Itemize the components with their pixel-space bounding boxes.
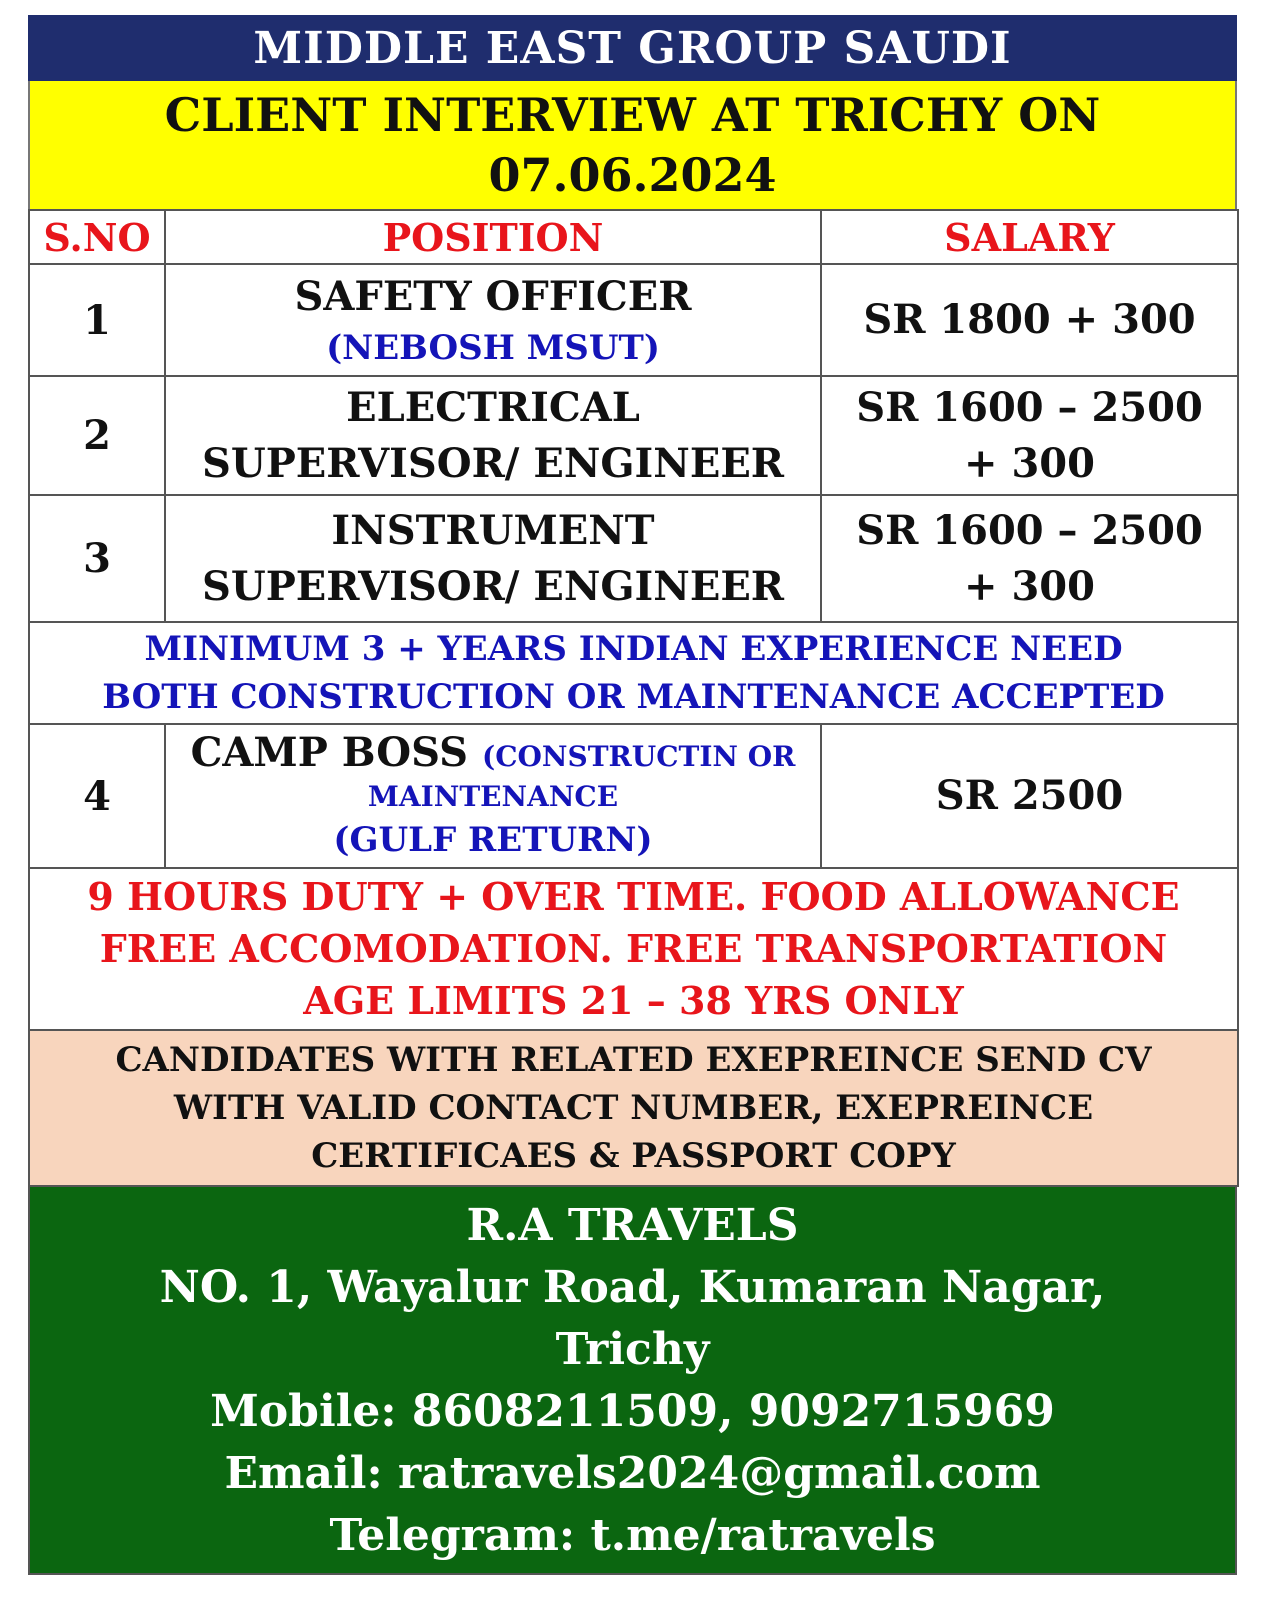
instructions [29,1030,1238,1186]
column-header-salary: SALARY [821,210,1238,264]
row-position [165,495,821,622]
row-position [165,724,821,868]
position-title: CAMP BOSS [190,729,469,776]
mobile-numbers: Mobile: 8608211509, 9092715969 [210,1386,1055,1437]
positions-table [28,209,1239,1187]
experience-note [29,622,1238,724]
table-row [29,495,1238,622]
position-title-line [166,729,820,777]
interview-banner [28,81,1237,209]
salary-line1: SR 1600 – 2500 [856,383,1203,431]
column-header-position: POSITION [165,210,821,264]
benefits-line3: AGE LIMITS 21 – 38 YRS ONLY [303,978,964,1023]
experience-note-line2: BOTH CONSTRUCTION OR MAINTENANCE ACCEPTED [102,677,1165,717]
position-title-line2: SUPERVISOR/ ENGINEER [201,439,785,487]
poster-title [28,15,1237,81]
position-note-inline: (CONSTRUCTIN OR [481,740,796,773]
salary-line1: SR 1600 – 2500 [856,506,1203,554]
row-salary: SR 2500 [821,724,1238,868]
benefits-row [29,868,1238,1030]
address-line2: Trichy [555,1324,710,1375]
row-position [165,376,821,495]
position-title-line1: ELECTRICAL [346,383,640,431]
position-title-line1: INSTRUMENT [331,506,655,554]
poster-title-text: MIDDLE EAST GROUP SAUDI [253,22,1012,74]
position-note-line2: MAINTENANCE [367,780,619,813]
row-position [165,264,821,376]
address-line1: NO. 1, Wayalur Road, Kumaran Nagar, [159,1262,1106,1313]
position-note-line3: (GULF RETURN) [333,820,653,860]
instructions-row [29,1030,1238,1186]
row-sno: 1 [29,264,165,376]
table-header-row [29,210,1238,264]
benefits-line1: 9 HOURS DUTY + OVER TIME. FOOD ALLOWANCE [87,874,1180,919]
instructions-line1: CANDIDATES WITH RELATED EXEPREINCE SEND CV [115,1040,1152,1080]
row-salary [821,495,1238,622]
position-note: (NEBOSH MSUT) [326,328,660,368]
table-row [29,376,1238,495]
row-salary [821,376,1238,495]
row-sno: 4 [29,724,165,868]
row-salary: SR 1800 + 300 [821,264,1238,376]
table-row [29,724,1238,868]
position-title: SAFETY OFFICER [294,273,692,320]
row-sno: 3 [29,495,165,622]
telegram-link: Telegram: t.me/ratravels [329,1510,936,1561]
salary-line2: + 300 [964,439,1095,487]
contact-footer [28,1187,1237,1575]
email-address: Email: ratravels2024@gmail.com [224,1448,1041,1499]
instructions-line2: WITH VALID CONTACT NUMBER, EXEPREINCE [173,1088,1094,1128]
company-name: R.A TRAVELS [466,1200,799,1251]
instructions-line3: CERTIFICAES & PASSPORT COPY [311,1136,956,1176]
position-title-line2: SUPERVISOR/ ENGINEER [201,562,785,610]
experience-note-row [29,622,1238,724]
row-sno: 2 [29,376,165,495]
benefits-line2: FREE ACCOMODATION. FREE TRANSPORTATION [99,926,1168,971]
experience-note-line1: MINIMUM 3 + YEARS INDIAN EXPERIENCE NEED [144,629,1123,669]
job-poster [28,15,1237,1575]
table-row [29,264,1238,376]
interview-date: 07.06.2024 [488,148,777,202]
interview-line: CLIENT INTERVIEW AT TRICHY ON [164,88,1101,142]
benefits [29,868,1238,1030]
salary-line2: + 300 [964,562,1095,610]
column-header-sno: S.NO [29,210,165,264]
